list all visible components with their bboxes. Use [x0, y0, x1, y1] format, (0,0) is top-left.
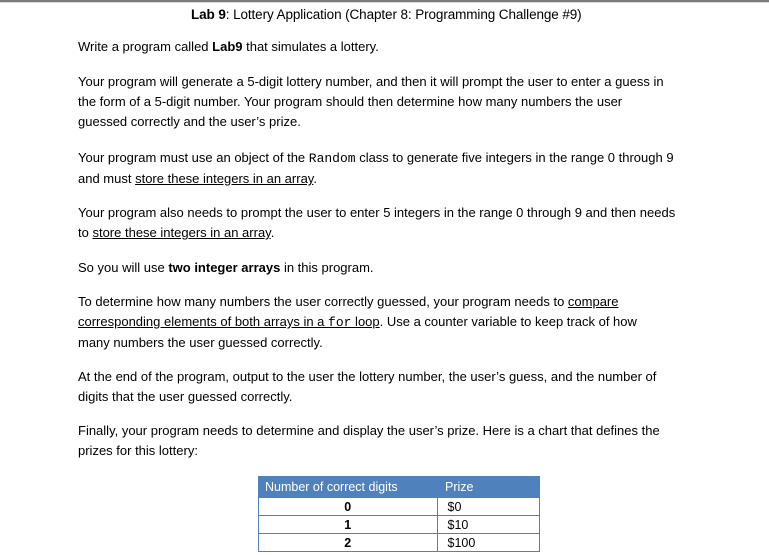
prize-table — [258, 476, 540, 552]
title-text: : Lottery Application (Chapter 8: Programming Challenge #9) — [225, 7, 582, 22]
arrays-text-end: in this program. — [280, 260, 374, 275]
random-text-end: class to generate five integers in the range 0 through 9 — [355, 150, 674, 165]
random-line-2: and must — [78, 171, 136, 186]
random-line-2-end: . — [313, 171, 317, 186]
prize-table-header — [259, 477, 540, 498]
top-border-shadow — [0, 2, 769, 3]
header-correct-digits: Number of correct digits — [259, 477, 438, 498]
paragraph-prompt — [78, 203, 718, 243]
paragraph-compare — [78, 292, 718, 353]
page-title — [191, 7, 582, 22]
for-keyword-code: for — [328, 315, 352, 330]
paragraph-arrays — [78, 258, 718, 278]
cell-prize: $10 — [437, 516, 540, 534]
generate-line-3: guessed correctly and the user’s prize. — [78, 114, 301, 129]
table-row — [259, 534, 540, 552]
lab-label: Lab 9 — [191, 7, 226, 22]
output-line-1: At the end of the program, output to the user the lottery number, the user’s guess, and the number of — [78, 369, 657, 384]
paragraph-prize — [78, 421, 718, 461]
paragraph-intro — [78, 37, 718, 57]
intro-text-end: that simulates a lottery. — [242, 39, 379, 54]
cell-digits: 2 — [259, 534, 438, 552]
paragraph-generate — [78, 72, 718, 132]
prize-line-1: Finally, your program needs to determine and display the user’s prize. Here is a chart that defines the — [78, 423, 660, 438]
compare-line-1: To determine how many numbers the user correctly guessed, your program needs to — [78, 294, 568, 309]
program-name: Lab9 — [212, 39, 243, 54]
store-array-emphasis: store these integers in an array — [135, 171, 314, 186]
prompt-line-2-end: . — [270, 225, 275, 240]
arrays-text: So you will use — [78, 260, 169, 275]
output-line-2: digits that the user guessed correctly. — [78, 389, 293, 404]
header-prize: Prize — [437, 477, 540, 498]
generate-line-2: the form of a 5-digit number. Your program should then determine how many numbers the user — [78, 94, 623, 109]
cell-digits: 0 — [259, 498, 438, 516]
cell-prize: $0 — [437, 498, 540, 516]
cell-digits: 1 — [259, 516, 438, 534]
cell-prize: $100 — [437, 534, 540, 552]
compare-line-3: many numbers the user guessed correctly. — [78, 335, 323, 350]
intro-text: Write a program called — [78, 39, 213, 54]
prompt-line-1: Your program also needs to prompt the user to enter 5 integers in the range 0 through 9 and then needs — [78, 205, 676, 220]
generate-line-1: Your program will generate a 5-digit lottery number, and then it will prompt the user to enter a guess in — [78, 74, 664, 89]
loop-emphasis: loop — [351, 314, 380, 329]
prompt-line-2: to — [78, 225, 93, 240]
compare-emphasis-2: corresponding elements of both arrays in a — [78, 314, 329, 329]
store-array-emphasis-2: store these integers in an array — [92, 225, 271, 240]
prize-line-2: prizes for this lottery: — [78, 443, 198, 458]
random-class-code: Random — [308, 151, 356, 166]
compare-emphasis: compare — [567, 294, 619, 309]
paragraph-random — [78, 148, 718, 189]
paragraph-output — [78, 367, 718, 407]
table-row — [259, 498, 540, 516]
two-arrays-emphasis: two integer arrays — [168, 260, 281, 275]
random-text: Your program must use an object of the — [78, 150, 309, 165]
compare-line-2-end: . Use a counter variable to keep track of how — [379, 314, 637, 329]
table-row — [259, 516, 540, 534]
